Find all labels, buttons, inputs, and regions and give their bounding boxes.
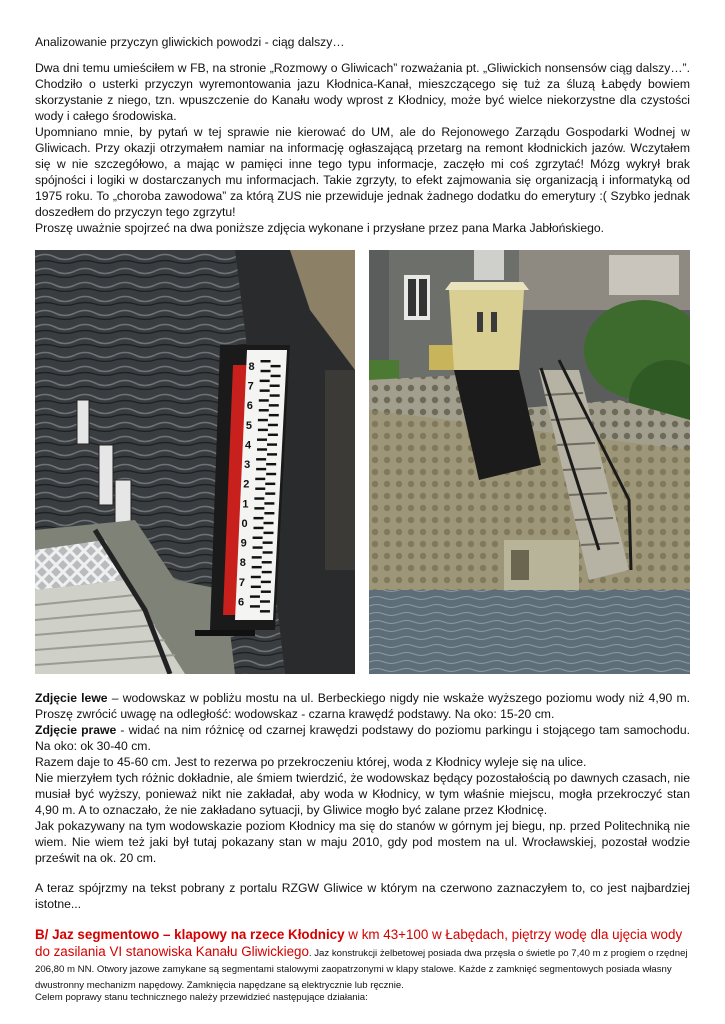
gauge-tick <box>252 566 262 568</box>
gauge-tick <box>264 502 274 504</box>
gauge-tick <box>262 571 272 573</box>
paragraph-now: A teraz spójrzmy na tekst pobrany z portalu RZGW Gliwice w którym na czerwono zaznaczyłem to, co jest najbardziej istotne... <box>35 881 690 911</box>
gauge-number: 9 <box>240 537 247 550</box>
gauge-number: 7 <box>238 576 245 589</box>
gauge-tick <box>263 541 273 543</box>
gauge-tick <box>253 546 263 548</box>
gauge-tick <box>269 404 279 406</box>
gauge-number: 5 <box>245 419 253 432</box>
paragraph-rzgw: Upomniano mnie, by pytań w tej sprawie nie kierować do UM, ale do Rejonowego Zarządu Gospodarki Wodnej w Gliwicach. Przy okazji otrzymałem namiar na informację ogłaszającą przetarg na remont kłodnickich jazów. Wczytałem się w nie szczegółowo, a mając w pamięci inne tego typu informacje, zaczęło mi coś zgrzytać! Mózg wykrył brak spójności i logiki w dostarczanych mu informacjach. Takie zgrzyty, to efekt zajmowania się organizacją i informatyką od 1975 roku. To „choroba zawodowa” za którą ZUS nie przewiduje jednak żadnego dodatku do emerytury :( Szybko jednak doszedłem do przyczyn tego zgrzytu! <box>35 125 690 219</box>
gauge-tick <box>253 527 263 529</box>
gauge-tick <box>268 434 278 436</box>
gauge-tick <box>252 556 262 558</box>
rzgw-red-text: w km 43+100 w Łabędach, piętrzy wodę dla ujęcia wody do zasilania VI stanowiska Kanału Gliwickiego <box>35 927 683 959</box>
gauge-tick <box>261 581 271 583</box>
gauge-tick <box>256 458 266 460</box>
gauge-tick <box>268 424 278 426</box>
gauge-tick <box>260 380 270 382</box>
gauge-tick <box>263 522 273 524</box>
gauge-tick <box>264 512 274 514</box>
gauge-tick <box>261 370 271 372</box>
gauge-tick <box>271 365 281 367</box>
gauge-tick <box>256 468 266 470</box>
caption-right-label: Zdjęcie prawe <box>35 723 117 737</box>
gauge-tick <box>257 448 267 450</box>
gauge-tick <box>250 605 260 607</box>
gauge-number: 0 <box>241 517 248 530</box>
gauge-tick <box>260 389 270 391</box>
gauge-tick <box>261 360 271 362</box>
gauge-tick <box>271 375 281 377</box>
gauge-tick <box>265 492 275 494</box>
gauge-tick <box>255 488 265 490</box>
gauge-number: 7 <box>247 380 254 393</box>
gauge-number: 6 <box>246 400 253 413</box>
gauge-number: 4 <box>245 439 252 452</box>
photo-left-water-gauge <box>35 250 355 674</box>
gauge-tick <box>253 517 263 519</box>
gauge-tick <box>262 561 272 563</box>
gauge-tick <box>266 473 276 475</box>
gauge-tick <box>267 453 277 455</box>
gauge-number: 1 <box>242 498 249 511</box>
gauge-tick <box>251 576 261 578</box>
gauge-number: 3 <box>244 459 251 472</box>
gauge-tick <box>254 507 264 509</box>
photo-row <box>35 250 690 682</box>
gauge-tick <box>270 394 280 396</box>
gauge-tick <box>257 438 267 440</box>
gauge-number: 2 <box>243 478 250 491</box>
gauge-tick <box>250 595 260 597</box>
gauge-tick <box>255 478 265 480</box>
gauge-tick <box>259 409 269 411</box>
gauge-tick <box>260 600 270 602</box>
gauge-tick <box>260 610 270 612</box>
document-page <box>35 34 690 1004</box>
rzgw-red-bold: B/ Jaz segmentowo – klapowy na rzece Kłodnicy <box>35 927 345 942</box>
paragraph-total: Razem daje to 45-60 cm. Jest to rezerwa po przekroczeniu której, woda z Kłodnicy wyleje się na ulice. <box>35 755 587 769</box>
gauge-tick <box>254 497 264 499</box>
gauge-tick <box>261 590 271 592</box>
gauge-tick <box>251 586 261 588</box>
gauge-tick <box>266 463 276 465</box>
caption-right-text: - widać na nim różnicę od czarnej krawędzi podstawy do poziomu parkingu i stojącego tam samochodu. Na oko: ok 30-40 cm. <box>35 723 691 753</box>
gauge-number: 8 <box>248 361 255 373</box>
caption-right <box>35 722 690 754</box>
gauge-tick <box>267 443 277 445</box>
document-heading: Analizowanie przyczyn gliwickich powodzi - ciąg dalszy… <box>35 35 345 49</box>
paragraph-intro: Dwa dni temu umieściłem w FB, na stronie „Rozmowy o Gliwicach” rozważania pt. „Gliwickich nonsensów ciąg dalszy…”. Chodziło o usterki przyczyn wyremontowania jazu Kłodnica-Kanał, mieszczącego się tuż za śluzą Łabędy bowiem skorzystanie z niego, tzn. wpuszczenie do Kanału wody wprost z Kłodnicy, może być wielce niekorzystne dla czystości wody i całego środowiska. <box>35 61 690 123</box>
photo-right-gauge-house <box>369 250 690 674</box>
gauge-tick <box>258 429 268 431</box>
gauge-tick <box>263 551 273 553</box>
gauge-tick <box>270 385 280 387</box>
caption-left-text: – wodowskaz w pobliżu mostu na ul. Berbeckiego nigdy nie wskaże wyższego poziomu wody niż 4,90 m. Proszę zwrócić uwagę na odległość: wodowskaz - czarna krawędź podstawy. Na oko: 15-20 cm. <box>35 691 690 721</box>
gauge-number: 6 <box>237 596 245 609</box>
caption-left <box>35 690 690 722</box>
gauge-tick <box>265 483 275 485</box>
gauge-tick <box>258 419 268 421</box>
rzgw-small-text: . Jaz konstrukcji żelbetowej posiada dwa przęsła o świetle po 7,40 m z progiem o rzędnej 206,80 m NN. Otwory jazowe zamykane są segmentami stalowymi zaopatrzonymi w klapy stalowe. Każde z zamknięć segmentowych posiada własny dwustronny mechanizm napędowy. Zamknięcia napędzane są elektrycznie lub ręcznie. <box>35 948 688 991</box>
paragraph-photos-intro: Proszę uważnie spojrzeć na dwa poniższe zdjęcia wykonane i przysłane przez pana Marka Jabłońskiego. <box>35 221 605 235</box>
paragraph-measure: Nie mierzyłem tych różnic dokładnie, ale śmiem twierdzić, że wodowskaz będący pozostałością po dawnych czasach, nie musiał być wyższy, ponieważ nikt nie zakładał, aby woda w Kłodnicy, w tym właśnie miejscu, mogła przekroczyć stan 4,90 m. A to oznaczało, że nie zakładano sytuacji, by Gliwice mogło być zalane przez Kłodnicę. <box>35 771 690 817</box>
captions-block <box>35 690 690 1004</box>
gauge-tick <box>259 399 269 401</box>
gauge-tick <box>269 414 279 416</box>
gauge-number: 8 <box>239 557 246 570</box>
rzgw-excerpt <box>35 926 690 992</box>
caption-left-label: Zdjęcie lewe <box>35 691 108 705</box>
gauge-tick <box>263 532 273 534</box>
rzgw-small-goal: Celem poprawy stanu technicznego należy przewidzieć następujące działania: <box>35 992 368 1003</box>
gauge-tick <box>253 537 263 539</box>
paragraph-how: Jak pokazywany na tym wodowskazie poziom Kłodnicy ma się do stanów w górnym jej biegu, np. przed Politechniką nie wiem. Nie wiem też jaki był tutaj pokazany stan w maju 2010, gdy pod mostem na ul. Wrocławskiej, pozostał wodzie prześwit na ok. 20 cm. <box>35 819 690 865</box>
